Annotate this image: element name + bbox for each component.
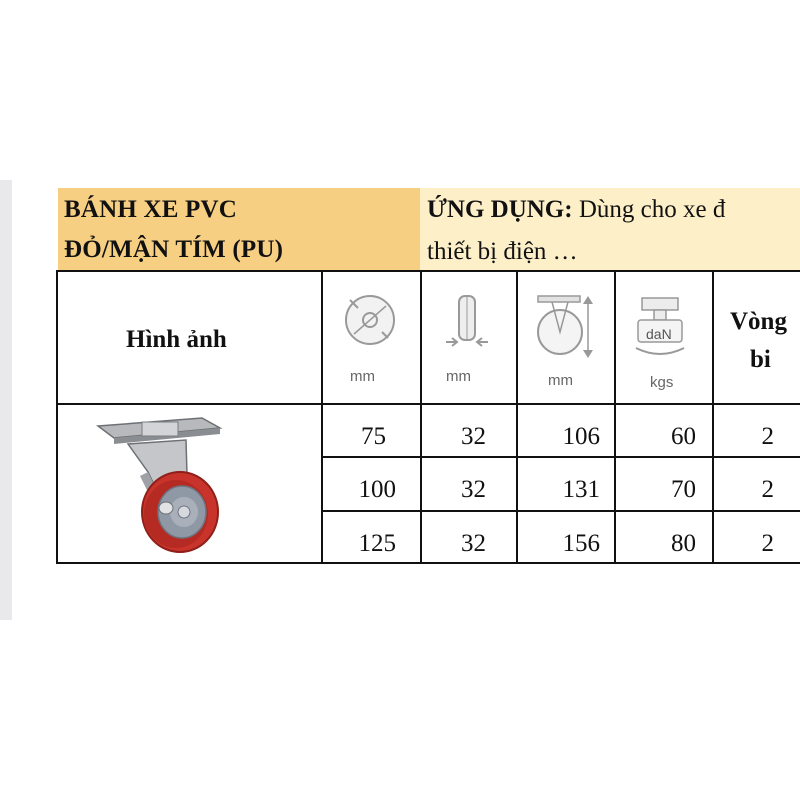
application-text-line1: Dùng cho xe đ xyxy=(578,196,726,223)
image-column-header: Hình ảnh xyxy=(126,326,227,353)
col-divider-2 xyxy=(420,270,422,564)
col-divider-4 xyxy=(614,270,616,564)
row1-diameter: 75 xyxy=(361,423,386,450)
col-divider-3 xyxy=(516,270,518,564)
row1-width: 32 xyxy=(461,423,486,450)
row3-height: 156 xyxy=(562,530,600,557)
load-unit: kgs xyxy=(650,374,674,391)
diameter-unit: mm xyxy=(350,368,375,385)
row2-load: 70 xyxy=(671,476,696,503)
mounting-height-unit: mm xyxy=(548,372,573,389)
row3-diameter: 125 xyxy=(358,530,396,557)
row1-height: 106 xyxy=(562,423,600,450)
row1-bearing: 2 xyxy=(761,423,774,450)
product-title-line1: BÁNH XE PVC xyxy=(64,196,238,223)
product-title-line2: ĐỎ/MẬN TÍM (PU) xyxy=(64,236,284,263)
col-divider-5 xyxy=(712,270,714,564)
col-divider-1 xyxy=(321,270,323,564)
row2-diameter: 100 xyxy=(358,476,396,503)
application-label: ỨNG DỤNG: xyxy=(427,196,573,223)
row2-bearing: 2 xyxy=(761,476,774,503)
table-header-border xyxy=(56,403,800,405)
bearing-header-line2: bi xyxy=(750,346,771,373)
wheel-width-icon xyxy=(442,292,492,359)
row1-load: 60 xyxy=(671,423,696,450)
mounting-height-icon xyxy=(530,292,600,369)
wheel-diameter-icon xyxy=(340,290,400,355)
width-unit: mm xyxy=(446,368,471,385)
table-left-border xyxy=(56,270,58,564)
caster-wheel-image xyxy=(92,414,232,559)
row2-width: 32 xyxy=(461,476,486,503)
row-divider-2 xyxy=(322,510,800,512)
table-bottom-border xyxy=(56,562,800,564)
application-line1 xyxy=(427,196,725,224)
bearing-header-line1: Vòng xyxy=(730,308,787,335)
row3-width: 32 xyxy=(461,530,486,557)
row-divider-1 xyxy=(322,456,800,458)
row2-height: 131 xyxy=(562,476,600,503)
load-icon-text: daN xyxy=(646,326,672,342)
application-text-line2: thiết bị điện … xyxy=(427,238,578,265)
row3-load: 80 xyxy=(671,530,696,557)
row3-bearing: 2 xyxy=(761,530,774,557)
table-top-border xyxy=(56,270,800,272)
left-scroll-edge xyxy=(0,180,12,620)
